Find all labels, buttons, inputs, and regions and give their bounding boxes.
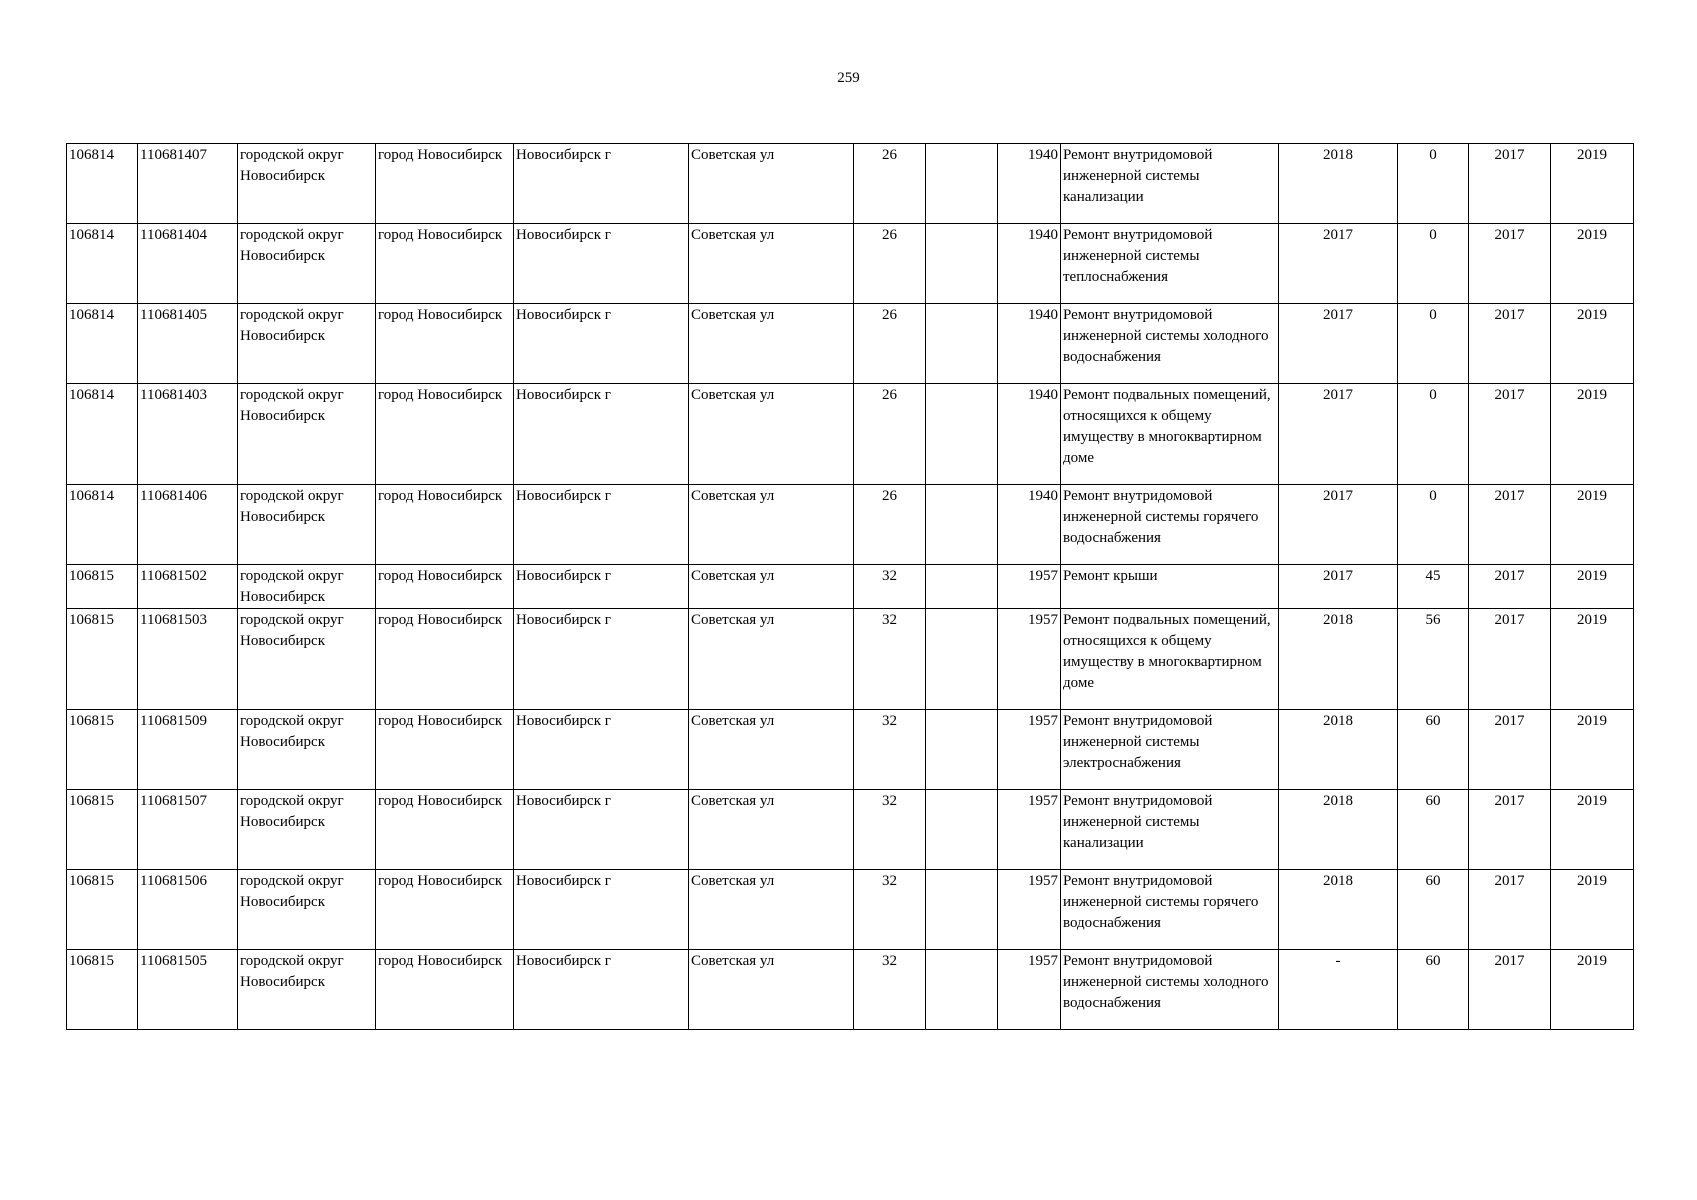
work-id-cell: 110681505: [138, 950, 238, 1030]
wear-percent-cell: 0: [1398, 304, 1469, 384]
year-built-cell: 1940: [998, 144, 1061, 224]
settlement-cell: город Новосибирск: [376, 485, 514, 565]
period-end-cell: 2019: [1551, 565, 1634, 609]
year-built-cell: 1957: [998, 710, 1061, 790]
house-number-cell: 32: [854, 870, 926, 950]
last-repair-year-cell: 2017: [1279, 485, 1398, 565]
wear-percent-cell: 60: [1398, 710, 1469, 790]
wear-percent-cell: 0: [1398, 224, 1469, 304]
table-row: [67, 790, 1634, 870]
table-row: [67, 950, 1634, 1030]
house-id-cell: 106814: [67, 485, 138, 565]
street-cell: Советская ул: [689, 710, 854, 790]
city-cell: Новосибирск г: [514, 384, 689, 485]
period-start-cell: 2017: [1469, 224, 1551, 304]
city-cell: Новосибирск г: [514, 224, 689, 304]
period-end-cell: 2019: [1551, 304, 1634, 384]
year-built-cell: 1957: [998, 950, 1061, 1030]
table-row: [67, 565, 1634, 609]
municipality-cell: городской округ Новосибирск: [238, 710, 376, 790]
period-end-cell: 2019: [1551, 710, 1634, 790]
city-cell: Новосибирск г: [514, 710, 689, 790]
city-cell: Новосибирск г: [514, 790, 689, 870]
municipality-cell: городской округ Новосибирск: [238, 485, 376, 565]
settlement-cell: город Новосибирск: [376, 710, 514, 790]
house-id-cell: 106815: [67, 790, 138, 870]
building-cell: [926, 950, 998, 1030]
street-cell: Советская ул: [689, 609, 854, 710]
table-row: [67, 609, 1634, 710]
street-cell: Советская ул: [689, 485, 854, 565]
house-number-cell: 26: [854, 384, 926, 485]
wear-percent-cell: 56: [1398, 609, 1469, 710]
page-number: 259: [837, 70, 860, 86]
period-start-cell: 2017: [1469, 384, 1551, 485]
work-type-cell: Ремонт внутридомовой инженерной системы канализации: [1061, 790, 1279, 870]
work-id-cell: 110681509: [138, 710, 238, 790]
house-id-cell: 106815: [67, 950, 138, 1030]
last-repair-year-cell: 2018: [1279, 144, 1398, 224]
year-built-cell: 1940: [998, 224, 1061, 304]
table-row: [67, 710, 1634, 790]
city-cell: Новосибирск г: [514, 144, 689, 224]
work-id-cell: 110681405: [138, 304, 238, 384]
period-end-cell: 2019: [1551, 609, 1634, 710]
work-id-cell: 110681406: [138, 485, 238, 565]
house-number-cell: 32: [854, 609, 926, 710]
period-start-cell: 2017: [1469, 710, 1551, 790]
settlement-cell: город Новосибирск: [376, 565, 514, 609]
period-end-cell: 2019: [1551, 144, 1634, 224]
work-type-cell: Ремонт внутридомовой инженерной системы горячего водоснабжения: [1061, 870, 1279, 950]
work-id-cell: 110681404: [138, 224, 238, 304]
table-row: [67, 224, 1634, 304]
municipality-cell: городской округ Новосибирск: [238, 565, 376, 609]
period-start-cell: 2017: [1469, 485, 1551, 565]
wear-percent-cell: 0: [1398, 384, 1469, 485]
house-number-cell: 32: [854, 710, 926, 790]
municipality-cell: городской округ Новосибирск: [238, 950, 376, 1030]
period-start-cell: 2017: [1469, 144, 1551, 224]
street-cell: Советская ул: [689, 565, 854, 609]
settlement-cell: город Новосибирск: [376, 609, 514, 710]
last-repair-year-cell: 2017: [1279, 304, 1398, 384]
street-cell: Советская ул: [689, 304, 854, 384]
house-id-cell: 106814: [67, 304, 138, 384]
settlement-cell: город Новосибирск: [376, 950, 514, 1030]
work-id-cell: 110681507: [138, 790, 238, 870]
city-cell: Новосибирск г: [514, 485, 689, 565]
table-row: [67, 485, 1634, 565]
building-cell: [926, 224, 998, 304]
municipality-cell: городской округ Новосибирск: [238, 790, 376, 870]
city-cell: Новосибирск г: [514, 304, 689, 384]
house-number-cell: 26: [854, 304, 926, 384]
period-start-cell: 2017: [1469, 870, 1551, 950]
last-repair-year-cell: 2018: [1279, 790, 1398, 870]
settlement-cell: город Новосибирск: [376, 870, 514, 950]
table-row: [67, 384, 1634, 485]
municipality-cell: городской округ Новосибирск: [238, 224, 376, 304]
building-cell: [926, 485, 998, 565]
municipality-cell: городской округ Новосибирск: [238, 304, 376, 384]
settlement-cell: город Новосибирск: [376, 790, 514, 870]
period-start-cell: 2017: [1469, 565, 1551, 609]
table-row: [67, 144, 1634, 224]
settlement-cell: город Новосибирск: [376, 304, 514, 384]
work-id-cell: 110681407: [138, 144, 238, 224]
house-number-cell: 26: [854, 144, 926, 224]
work-type-cell: Ремонт внутридомовой инженерной системы теплоснабжения: [1061, 224, 1279, 304]
settlement-cell: город Новосибирск: [376, 224, 514, 304]
street-cell: Советская ул: [689, 790, 854, 870]
municipality-cell: городской округ Новосибирск: [238, 609, 376, 710]
municipality-cell: городской округ Новосибирск: [238, 384, 376, 485]
city-cell: Новосибирск г: [514, 950, 689, 1030]
street-cell: Советская ул: [689, 144, 854, 224]
municipality-cell: городской округ Новосибирск: [238, 870, 376, 950]
period-end-cell: 2019: [1551, 950, 1634, 1030]
building-cell: [926, 144, 998, 224]
work-id-cell: 110681506: [138, 870, 238, 950]
table-row: [67, 304, 1634, 384]
work-id-cell: 110681502: [138, 565, 238, 609]
work-type-cell: Ремонт внутридомовой инженерной системы канализации: [1061, 144, 1279, 224]
wear-percent-cell: 60: [1398, 950, 1469, 1030]
last-repair-year-cell: 2017: [1279, 384, 1398, 485]
house-id-cell: 106815: [67, 609, 138, 710]
city-cell: Новосибирск г: [514, 609, 689, 710]
wear-percent-cell: 45: [1398, 565, 1469, 609]
house-number-cell: 32: [854, 565, 926, 609]
house-id-cell: 106815: [67, 565, 138, 609]
period-start-cell: 2017: [1469, 609, 1551, 710]
wear-percent-cell: 0: [1398, 144, 1469, 224]
year-built-cell: 1957: [998, 870, 1061, 950]
settlement-cell: город Новосибирск: [376, 384, 514, 485]
wear-percent-cell: 60: [1398, 790, 1469, 870]
period-end-cell: 2019: [1551, 790, 1634, 870]
period-start-cell: 2017: [1469, 950, 1551, 1030]
house-number-cell: 32: [854, 950, 926, 1030]
period-end-cell: 2019: [1551, 384, 1634, 485]
settlement-cell: город Новосибирск: [376, 144, 514, 224]
building-cell: [926, 790, 998, 870]
house-id-cell: 106814: [67, 384, 138, 485]
city-cell: Новосибирск г: [514, 565, 689, 609]
repair-schedule-table: [66, 143, 1634, 1030]
city-cell: Новосибирск г: [514, 870, 689, 950]
work-type-cell: Ремонт крыши: [1061, 565, 1279, 609]
street-cell: Советская ул: [689, 950, 854, 1030]
street-cell: Советская ул: [689, 870, 854, 950]
municipality-cell: городской округ Новосибирск: [238, 144, 376, 224]
year-built-cell: 1940: [998, 304, 1061, 384]
building-cell: [926, 384, 998, 485]
work-id-cell: 110681503: [138, 609, 238, 710]
last-repair-year-cell: 2018: [1279, 870, 1398, 950]
building-cell: [926, 710, 998, 790]
year-built-cell: 1957: [998, 565, 1061, 609]
house-id-cell: 106814: [67, 144, 138, 224]
work-type-cell: Ремонт внутридомовой инженерной системы холодного водоснабжения: [1061, 304, 1279, 384]
house-number-cell: 26: [854, 485, 926, 565]
house-id-cell: 106815: [67, 710, 138, 790]
last-repair-year-cell: -: [1279, 950, 1398, 1030]
house-number-cell: 26: [854, 224, 926, 304]
period-start-cell: 2017: [1469, 790, 1551, 870]
building-cell: [926, 609, 998, 710]
year-built-cell: 1940: [998, 384, 1061, 485]
work-id-cell: 110681403: [138, 384, 238, 485]
period-start-cell: 2017: [1469, 304, 1551, 384]
street-cell: Советская ул: [689, 384, 854, 485]
year-built-cell: 1957: [998, 790, 1061, 870]
work-type-cell: Ремонт подвальных помещений, относящихся к общему имуществу в многоквартирном доме: [1061, 609, 1279, 710]
building-cell: [926, 565, 998, 609]
work-type-cell: Ремонт внутридомовой инженерной системы горячего водоснабжения: [1061, 485, 1279, 565]
work-type-cell: Ремонт подвальных помещений, относящихся к общему имуществу в многоквартирном доме: [1061, 384, 1279, 485]
building-cell: [926, 304, 998, 384]
last-repair-year-cell: 2017: [1279, 565, 1398, 609]
last-repair-year-cell: 2017: [1279, 224, 1398, 304]
street-cell: Советская ул: [689, 224, 854, 304]
house-number-cell: 32: [854, 790, 926, 870]
house-id-cell: 106814: [67, 224, 138, 304]
last-repair-year-cell: 2018: [1279, 710, 1398, 790]
period-end-cell: 2019: [1551, 870, 1634, 950]
year-built-cell: 1957: [998, 609, 1061, 710]
wear-percent-cell: 60: [1398, 870, 1469, 950]
last-repair-year-cell: 2018: [1279, 609, 1398, 710]
work-type-cell: Ремонт внутридомовой инженерной системы электроснабжения: [1061, 710, 1279, 790]
period-end-cell: 2019: [1551, 485, 1634, 565]
wear-percent-cell: 0: [1398, 485, 1469, 565]
house-id-cell: 106815: [67, 870, 138, 950]
work-type-cell: Ремонт внутридомовой инженерной системы холодного водоснабжения: [1061, 950, 1279, 1030]
building-cell: [926, 870, 998, 950]
table-row: [67, 870, 1634, 950]
year-built-cell: 1940: [998, 485, 1061, 565]
period-end-cell: 2019: [1551, 224, 1634, 304]
